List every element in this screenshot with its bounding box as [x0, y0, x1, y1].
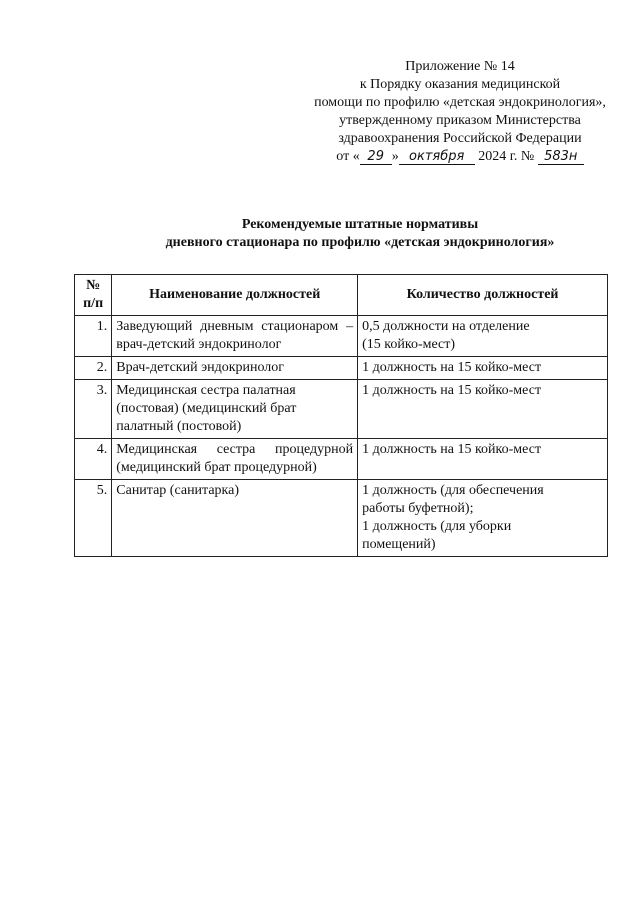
position-count: 1 должность на 15 койко-мест — [358, 439, 608, 480]
appendix-header — [300, 58, 620, 166]
table-row — [75, 439, 608, 480]
row-number: 4. — [75, 439, 112, 480]
header-position-name: Наименование должностей — [112, 275, 358, 316]
appendix-reference-line: здравоохранения Российской Федерации — [338, 131, 582, 146]
handwritten-order-number: 583н — [538, 149, 584, 165]
staffing-table — [74, 274, 608, 557]
position-name: Медицинская сестра палатная (постовая) (медицинский брат палатный (постовой) — [112, 380, 358, 439]
position-name: Медицинская сестра процедурной (медицинский брат процедурной) — [112, 439, 358, 480]
date-mid: » — [391, 149, 399, 164]
handwritten-day: 29 — [360, 149, 392, 165]
title-line: Рекомендуемые штатные нормативы — [241, 217, 479, 232]
position-count: 1 должность на 15 койко-мест — [358, 357, 608, 380]
table-row — [75, 357, 608, 380]
table-row — [75, 480, 608, 557]
title-line: дневного стационара по профилю «детская эндокринология» — [165, 235, 555, 250]
position-name: Врач-детский эндокринолог — [112, 357, 358, 380]
appendix-reference-line: утвержденному приказом Министерства — [339, 113, 581, 128]
document-title — [100, 216, 620, 252]
table-row — [75, 380, 608, 439]
appendix-number: Приложение № 14 — [405, 59, 515, 74]
row-number: 1. — [75, 316, 112, 357]
row-number: 2. — [75, 357, 112, 380]
appendix-reference-line: помощи по профилю «детская эндокринология», — [314, 95, 606, 110]
position-name: Заведующий дневным стационаром – врач-детский эндокринолог — [112, 316, 358, 357]
position-name: Санитар (санитарка) — [112, 480, 358, 557]
date-prefix: от « — [336, 149, 360, 164]
handwritten-month: октября — [399, 149, 475, 165]
row-number: 3. — [75, 380, 112, 439]
position-count: 0,5 должности на отделение (15 койко-мест) — [358, 316, 608, 357]
row-number: 5. — [75, 480, 112, 557]
order-date-line — [300, 148, 620, 166]
position-count: 1 должность на 15 койко-мест — [358, 380, 608, 439]
date-year-text: 2024 г. № — [478, 149, 535, 164]
header-number: № п/п — [75, 275, 112, 316]
table-row — [75, 316, 608, 357]
position-count: 1 должность (для обеспечения работы буфетной); 1 должность (для уборки помещений) — [358, 480, 608, 557]
header-position-count: Количество должностей — [358, 275, 608, 316]
table-header-row — [75, 275, 608, 316]
appendix-reference-line: к Порядку оказания медицинской — [359, 77, 561, 92]
